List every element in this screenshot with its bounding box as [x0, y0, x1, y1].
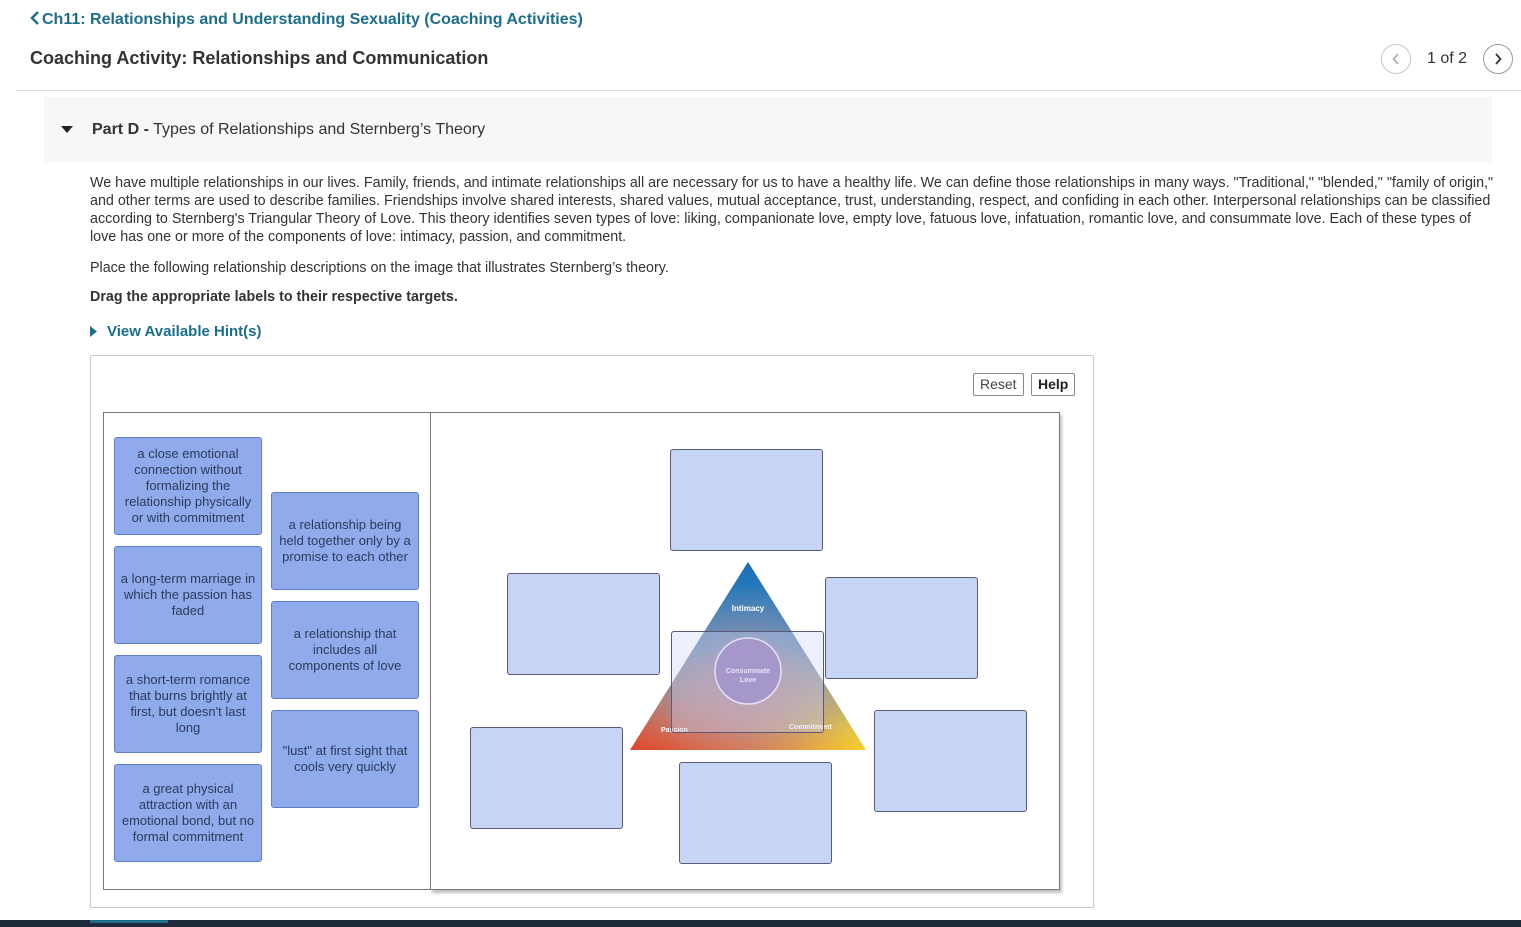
chevron-left-icon — [1391, 52, 1401, 66]
header-divider — [15, 90, 1521, 91]
intro-paragraph: We have multiple relationships in our lives. Family, friends, and intimate relationships all are necessary for us to have a healthy life. We can define those relationships in many ways. "Traditional," "blended," "family of origin," and other terms are used to describe families. Friendships involve shared interests, shared values, mutual acceptance, trust, understanding, respect, and confiding in each other. Interpersonal relationships can be classified according to Sternberg's Triangular Theory of Love. This theory identifies seven types of love: liking, companionate love, empty love, fatuous love, infatuation, romantic love, and consummate love. Each of these types of love has one or more of the components of love: intimacy, passion, and commitment. — [90, 175, 1494, 245]
pager — [1381, 44, 1513, 74]
drop-target-passion[interactable] — [470, 727, 623, 829]
drag-label-companionate-love[interactable]: a long-term marriage in which the passion has faded — [114, 546, 262, 644]
bottom-tab-accent — [90, 920, 168, 923]
part-title-text: Types of Relationships and Sternberg’s Theory — [153, 120, 486, 138]
drag-label-consummate-love[interactable]: a relationship that includes all components of love — [271, 601, 419, 699]
page-title: Coaching Activity: Relationships and Communication — [30, 48, 489, 68]
drop-target-commitment[interactable] — [874, 710, 1027, 812]
chevron-right-icon — [1493, 52, 1503, 66]
drag-label-infatuation[interactable]: "lust" at first sight that cools very quickly — [271, 710, 419, 808]
part-title — [92, 121, 485, 139]
drag-label-romantic-love[interactable]: a great physical attraction with an emotional bond, but no formal commitment — [114, 764, 262, 862]
previous-page-button[interactable] — [1381, 44, 1411, 74]
caret-right-icon — [90, 326, 97, 337]
drag-label-fatuous-love[interactable]: a short-term romance that burns brightly at first, but doesn't last long — [114, 655, 262, 753]
caret-down-icon — [60, 126, 74, 134]
page-count: 1 of 2 — [1426, 50, 1467, 67]
drag-label-liking[interactable]: a close emotional connection without formalizing the relationship physically or with commitment — [114, 437, 262, 535]
help-button[interactable]: Help — [1031, 373, 1075, 396]
drop-target-upper-right[interactable] — [825, 577, 978, 679]
consummate-label-line2: Love — [739, 677, 757, 684]
chevron-left-icon — [30, 10, 40, 30]
part-d-header[interactable] — [44, 97, 1492, 162]
next-page-button[interactable] — [1483, 44, 1513, 74]
breadcrumb-text: Ch11: Relationships and Understanding Sexuality (Coaching Activities) — [42, 11, 583, 28]
consummate-label-line1: Consummate — [725, 668, 771, 675]
view-hints-label: View Available Hint(s) — [107, 323, 262, 340]
intimacy-label: Intimacy — [731, 604, 765, 613]
instruction-text: Place the following relationship descriptions on the image that illustrates Sternberg’s theory. — [90, 260, 669, 276]
part-label: Part D - — [92, 120, 149, 138]
drop-target-upper-left[interactable] — [507, 573, 660, 675]
bottom-bar — [0, 920, 1521, 927]
drop-target-bottom[interactable] — [679, 762, 832, 864]
passion-label: Passion — [661, 727, 688, 734]
drop-target-center[interactable] — [671, 631, 824, 733]
reset-button[interactable]: Reset — [973, 373, 1024, 396]
drag-instruction: Drag the appropriate labels to their respective targets. — [90, 289, 458, 305]
view-hints-toggle[interactable] — [90, 323, 262, 340]
breadcrumb-link[interactable] — [30, 10, 583, 30]
drop-target-intimacy[interactable] — [670, 449, 823, 551]
commitment-label: Commitment — [789, 724, 832, 731]
drag-label-empty-love[interactable]: a relationship being held together only by a promise to each other — [271, 492, 419, 590]
